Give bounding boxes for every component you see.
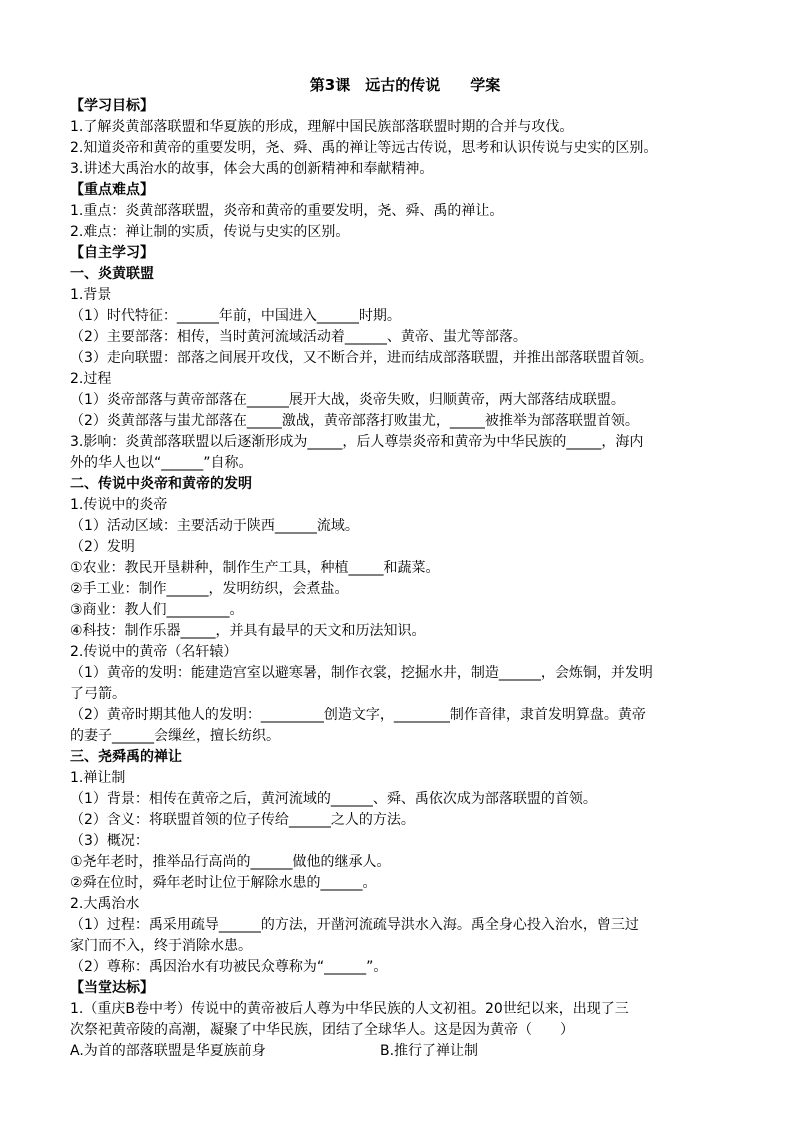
fill-in-line: ②手工业：制作______，发明纺织，会煮盐。 [70, 581, 349, 597]
study-line: 2.过程 [70, 371, 112, 387]
goal-line: 2.知道炎帝和黄帝的重要发明，尧、舜、禹的禅让等远古传说，思考和认识传说与史实的区别。 [70, 140, 658, 156]
study-line: （2）发明 [70, 539, 135, 555]
fill-in-line: （2）黄帝时期其他人的发明：_________创造文字，________制作音律，隶首发明算盘。黄帝 [70, 707, 646, 723]
fill-in-line: （2）主要部落：相传，当时黄河流域活动着______、黄帝、蚩尤等部落。 [70, 329, 527, 345]
subheading-abdication: 三、尧舜禹的禅让 [70, 749, 182, 765]
fill-in-line: ①尧年老时，推举品行高尚的______做他的继承人。 [70, 854, 391, 870]
fill-in-line: ③商业：教人们_________。 [70, 602, 244, 618]
fill-in-line: （1）活动区域：主要活动于陕西______流域。 [70, 518, 359, 534]
goal-line: 1.了解炎黄部落联盟和华夏族的形成，理解中国民族部落联盟时期的合并与攻伐。 [70, 119, 574, 135]
fill-in-line: ①农业：教民开垦耕种，制作生产工具，种植_____和蔬菜。 [70, 560, 440, 576]
section-heading-key-points: 【重点难点】 [70, 182, 154, 198]
question-line: 次祭祀黄帝陵的高潮，凝聚了中华民族，团结了全球华人。这是因为黄帝（ ） [70, 1022, 574, 1038]
question-line: 1.（重庆B卷中考）传说中的黄帝被后人尊为中华民族的人文初祖。20世纪以来，出现了三 [70, 1001, 629, 1017]
fill-in-line: （2）炎黄部落与蚩尤部落在_____激战，黄帝部落打败蚩尤，_____被推举为部落联盟首领。 [70, 413, 639, 429]
fill-in-line: （1）背景：相传在黄帝之后，黄河流域的______、舜、禹依次成为部落联盟的首领。 [70, 791, 597, 807]
option-b[interactable]: B.推行了禅让制 [380, 1043, 479, 1059]
study-line: 1.传说中的炎帝 [70, 497, 168, 513]
fill-in-line: （1）过程：禹采用疏导______的方法，开凿河流疏导洪水入海。禹全身心投入治水，曾三过 [70, 917, 639, 933]
study-line: 2.大禹治水 [70, 896, 140, 912]
fill-in-line: ④科技：制作乐器_____，并具有最早的天文和历法知识。 [70, 623, 426, 639]
subheading-inventions: 二、传说中炎帝和黄帝的发明 [70, 476, 252, 492]
page-title: 第3课 远古的传说 学案 [309, 76, 501, 94]
key-point-line: 2.难点：禅让制的实质，传说与史实的区别。 [70, 224, 350, 240]
answer-options [70, 1041, 730, 1062]
study-line: （3）概况： [70, 833, 149, 849]
study-line: 1.禅让制 [70, 770, 126, 786]
section-heading-class-test: 【当堂达标】 [70, 980, 154, 996]
key-point-line: 1.重点：炎黄部落联盟，炎帝和黄帝的重要发明，尧、舜、禹的禅让。 [70, 203, 504, 219]
study-line: 了弓箭。 [70, 686, 126, 702]
worksheet-page [70, 74, 730, 1062]
subheading-yanhuang-alliance: 一、炎黄联盟 [70, 266, 154, 282]
fill-in-line: 的妻子______会缫丝，擅长纺织。 [70, 728, 280, 744]
fill-in-line: 外的华人也以“______”自称。 [70, 455, 253, 471]
study-line: （3）走向联盟：部落之间展开攻伐，又不断合并，进而结成部落联盟，并推出部落联盟首领。 [70, 350, 653, 366]
fill-in-line: （1）炎帝部落与黄帝部落在______展开大战，炎帝失败，归顺黄帝，两大部落结成联盟。 [70, 392, 625, 408]
fill-in-line: （1）时代特征：______年前，中国进入______时期。 [70, 308, 401, 324]
fill-in-line: 3.影响：炎黄部落联盟以后逐渐形成为_____，后人尊崇炎帝和黄帝为中华民族的_____，海内 [70, 434, 644, 450]
section-heading-goals: 【学习目标】 [70, 98, 154, 114]
study-line: 家门而不入，终于消除水患。 [70, 938, 252, 954]
goal-line: 3.讲述大禹治水的故事，体会大禹的创新精神和奉献精神。 [70, 161, 434, 177]
fill-in-line: （2）含义：将联盟首领的位子传给______之人的方法。 [70, 812, 415, 828]
section-heading-self-study: 【自主学习】 [70, 245, 154, 261]
fill-in-line: （1）黄帝的发明：能建造宫室以避寒暑，制作衣裳，挖掘水井，制造______，会炼铜，并发明 [70, 665, 653, 681]
study-line: 2.传说中的黄帝（名轩辕） [70, 644, 238, 660]
fill-in-line: ②舜在位时，舜年老时让位于解除水患的______。 [70, 875, 377, 891]
study-line: 1.背景 [70, 287, 112, 303]
fill-in-line: （2）尊称：禹因治水有功被民众尊称为“______”。 [70, 959, 388, 975]
option-a[interactable]: A.为首的部落联盟是华夏族前身 [70, 1043, 266, 1059]
